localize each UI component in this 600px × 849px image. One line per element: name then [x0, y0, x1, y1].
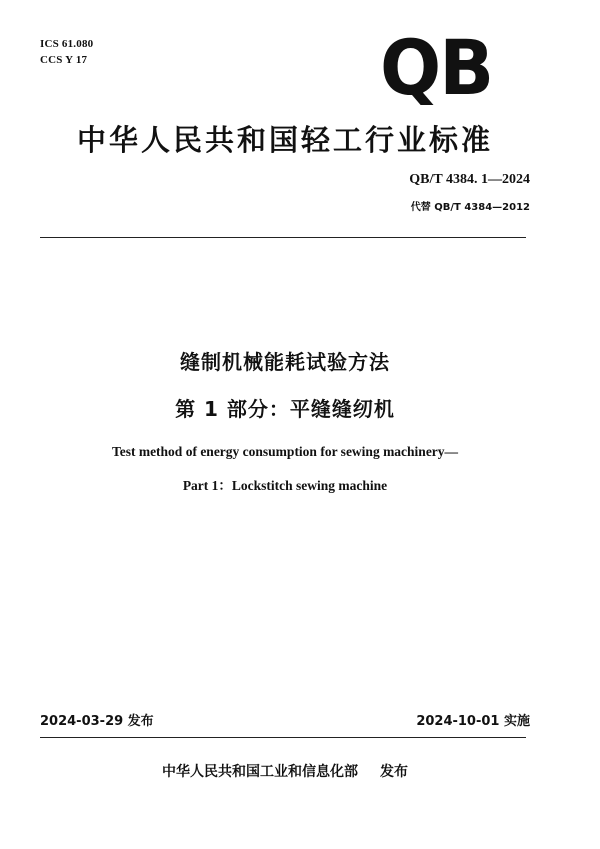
publisher-action: 发布 [380, 764, 408, 780]
issue-date: 2024-03-29 发布 [40, 714, 154, 729]
bottom-divider [40, 737, 526, 738]
qb-logo: QB [380, 23, 493, 112]
standard-category-title: 中华人民共和国轻工行业标准 [76, 123, 493, 157]
english-title-line-2: Part 1：Lockstitch sewing machine [182, 478, 388, 493]
publisher-line [0, 761, 570, 781]
chinese-title-line-2: 第 1 部分：平缝缝纫机 [175, 397, 395, 421]
english-title-line-1: Test method of energy consumption for sewing machinery— [111, 444, 459, 459]
top-divider [40, 237, 526, 238]
standard-number: QB/T 4384. 1—2024 [409, 172, 530, 187]
publisher-name: 中华人民共和国工业和信息化部 [162, 764, 358, 780]
chinese-title-line-1: 缝制机械能耗试验方法 [180, 350, 390, 374]
implementation-date: 2024-10-01 实施 [416, 714, 530, 729]
ccs-code: CCS Y 17 [40, 54, 88, 66]
supersedes-note: 代替 QB/T 4384—2012 [410, 202, 530, 213]
ics-code: ICS 61.080 [40, 38, 94, 50]
